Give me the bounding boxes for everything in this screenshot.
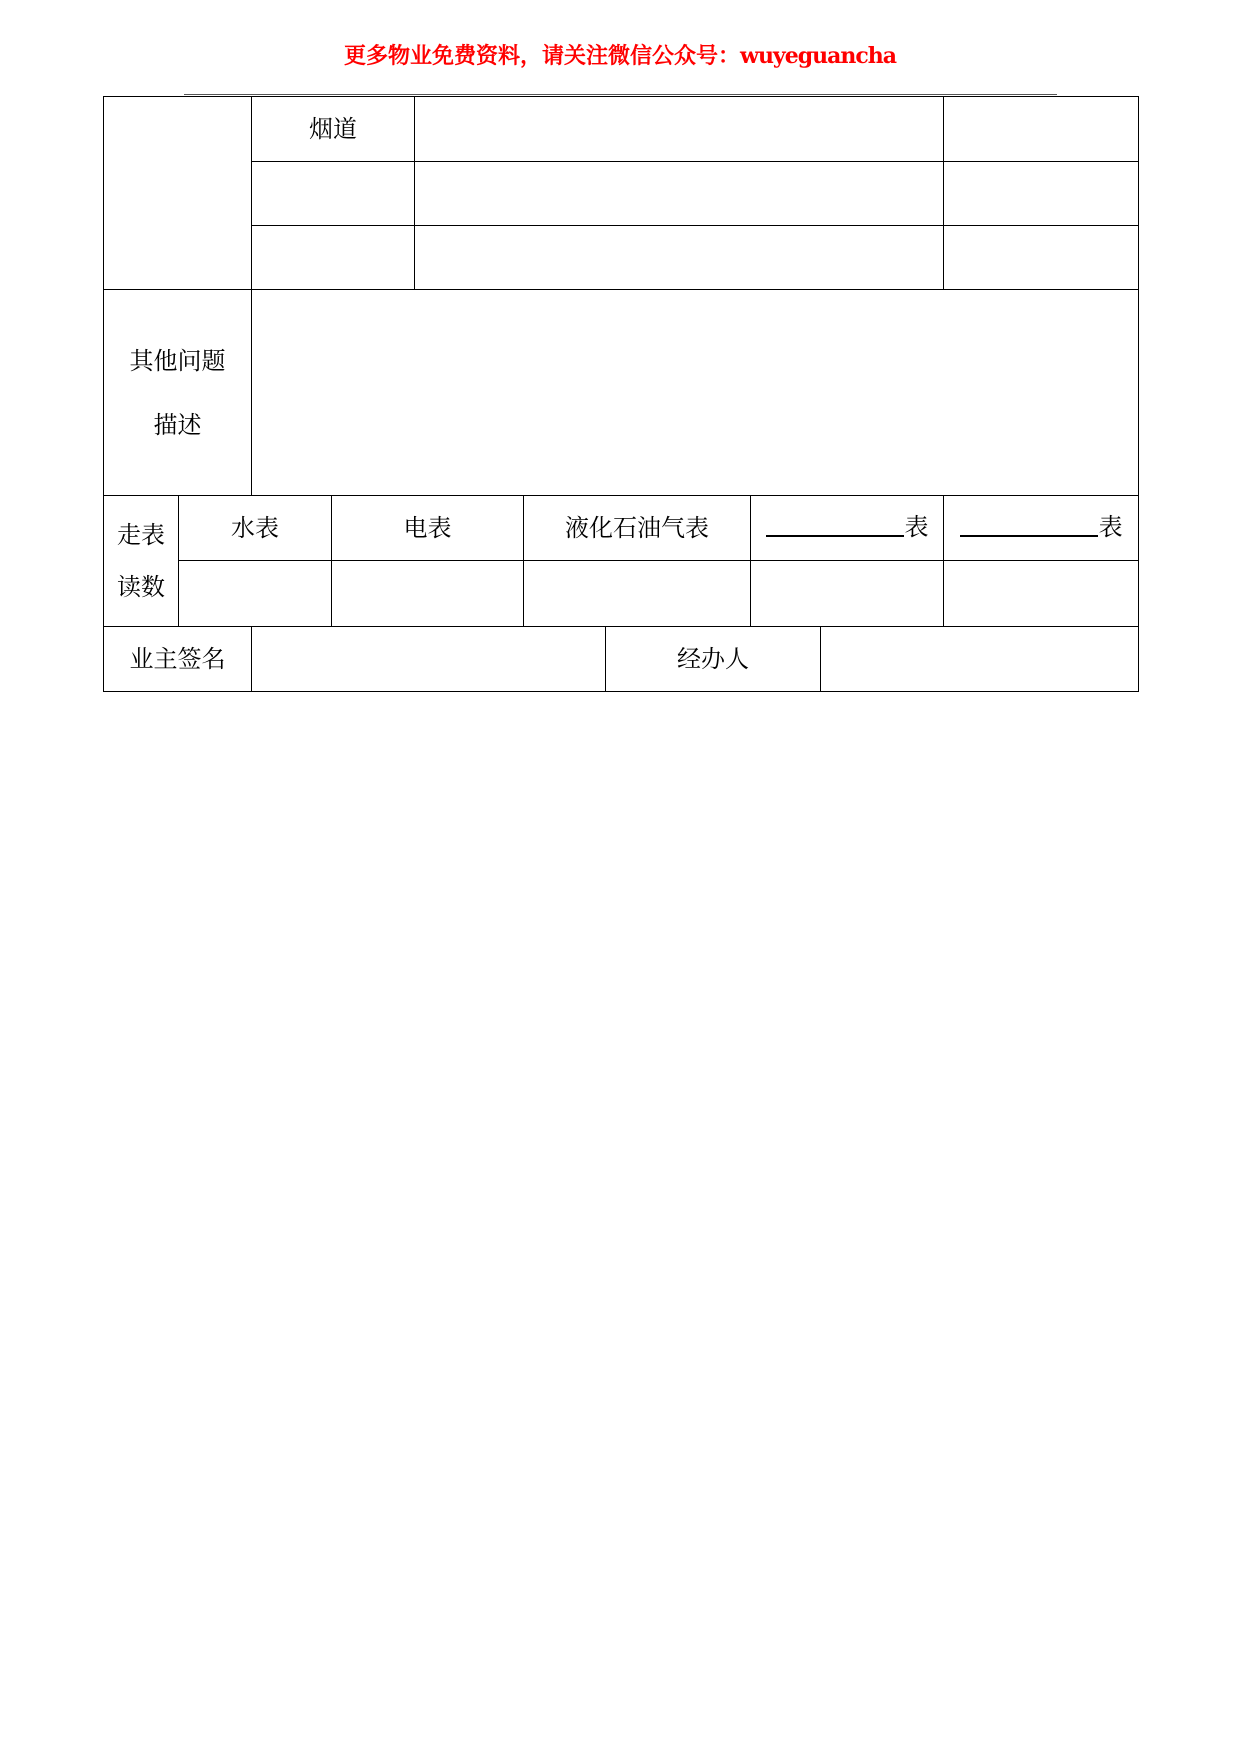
water-meter-header: 水表 — [179, 496, 332, 561]
item-detail-cell[interactable] — [415, 226, 944, 290]
item-detail-cell[interactable] — [415, 162, 944, 226]
fill-in-blank-line[interactable] — [766, 535, 904, 537]
meter-suffix: 表 — [1098, 513, 1123, 541]
custom-meter-header-2 — [944, 496, 1139, 561]
item-detail-cell[interactable] — [415, 97, 944, 162]
header-text: 更多物业免费资料，请关注微信公众号： — [343, 43, 740, 69]
header-brand: wuyeguancha — [740, 43, 896, 69]
item-result-cell[interactable] — [944, 162, 1139, 226]
fill-in-blank-line[interactable] — [960, 535, 1098, 537]
lpg-meter-reading-field[interactable] — [524, 561, 751, 627]
water-meter-reading-field[interactable] — [179, 561, 332, 627]
other-issues-field[interactable] — [252, 290, 1139, 496]
other-issues-label-line2: 描述 — [153, 410, 202, 439]
meter-reading-label — [104, 496, 179, 627]
meter-suffix: 表 — [904, 513, 929, 541]
item-result-cell[interactable] — [944, 97, 1139, 162]
custom-meter-reading-field-1[interactable] — [751, 561, 944, 627]
lpg-meter-header: 液化石油气表 — [524, 496, 751, 561]
meter-reading-label-line1: 走表 — [117, 521, 165, 549]
custom-meter-header-1 — [751, 496, 944, 561]
item-label-flue: 烟道 — [252, 97, 415, 162]
handler-field[interactable] — [821, 627, 1139, 692]
handler-label: 经办人 — [606, 627, 821, 692]
header-divider — [184, 94, 1057, 95]
electric-meter-reading-field[interactable] — [332, 561, 524, 627]
other-issues-label-line1: 其他问题 — [129, 346, 226, 375]
item-result-cell[interactable] — [944, 226, 1139, 290]
custom-meter-reading-field-2[interactable] — [944, 561, 1139, 627]
section-label-cell-empty — [104, 97, 252, 290]
page-header — [0, 38, 1240, 74]
electric-meter-header: 电表 — [332, 496, 524, 561]
inspection-form-table — [103, 96, 1139, 692]
item-label-cell[interactable] — [252, 226, 415, 290]
meter-reading-label-line2: 读数 — [117, 573, 165, 601]
other-issues-label — [104, 290, 252, 496]
owner-signature-label: 业主签名 — [104, 627, 252, 692]
owner-signature-field[interactable] — [252, 627, 606, 692]
item-label-cell[interactable] — [252, 162, 415, 226]
